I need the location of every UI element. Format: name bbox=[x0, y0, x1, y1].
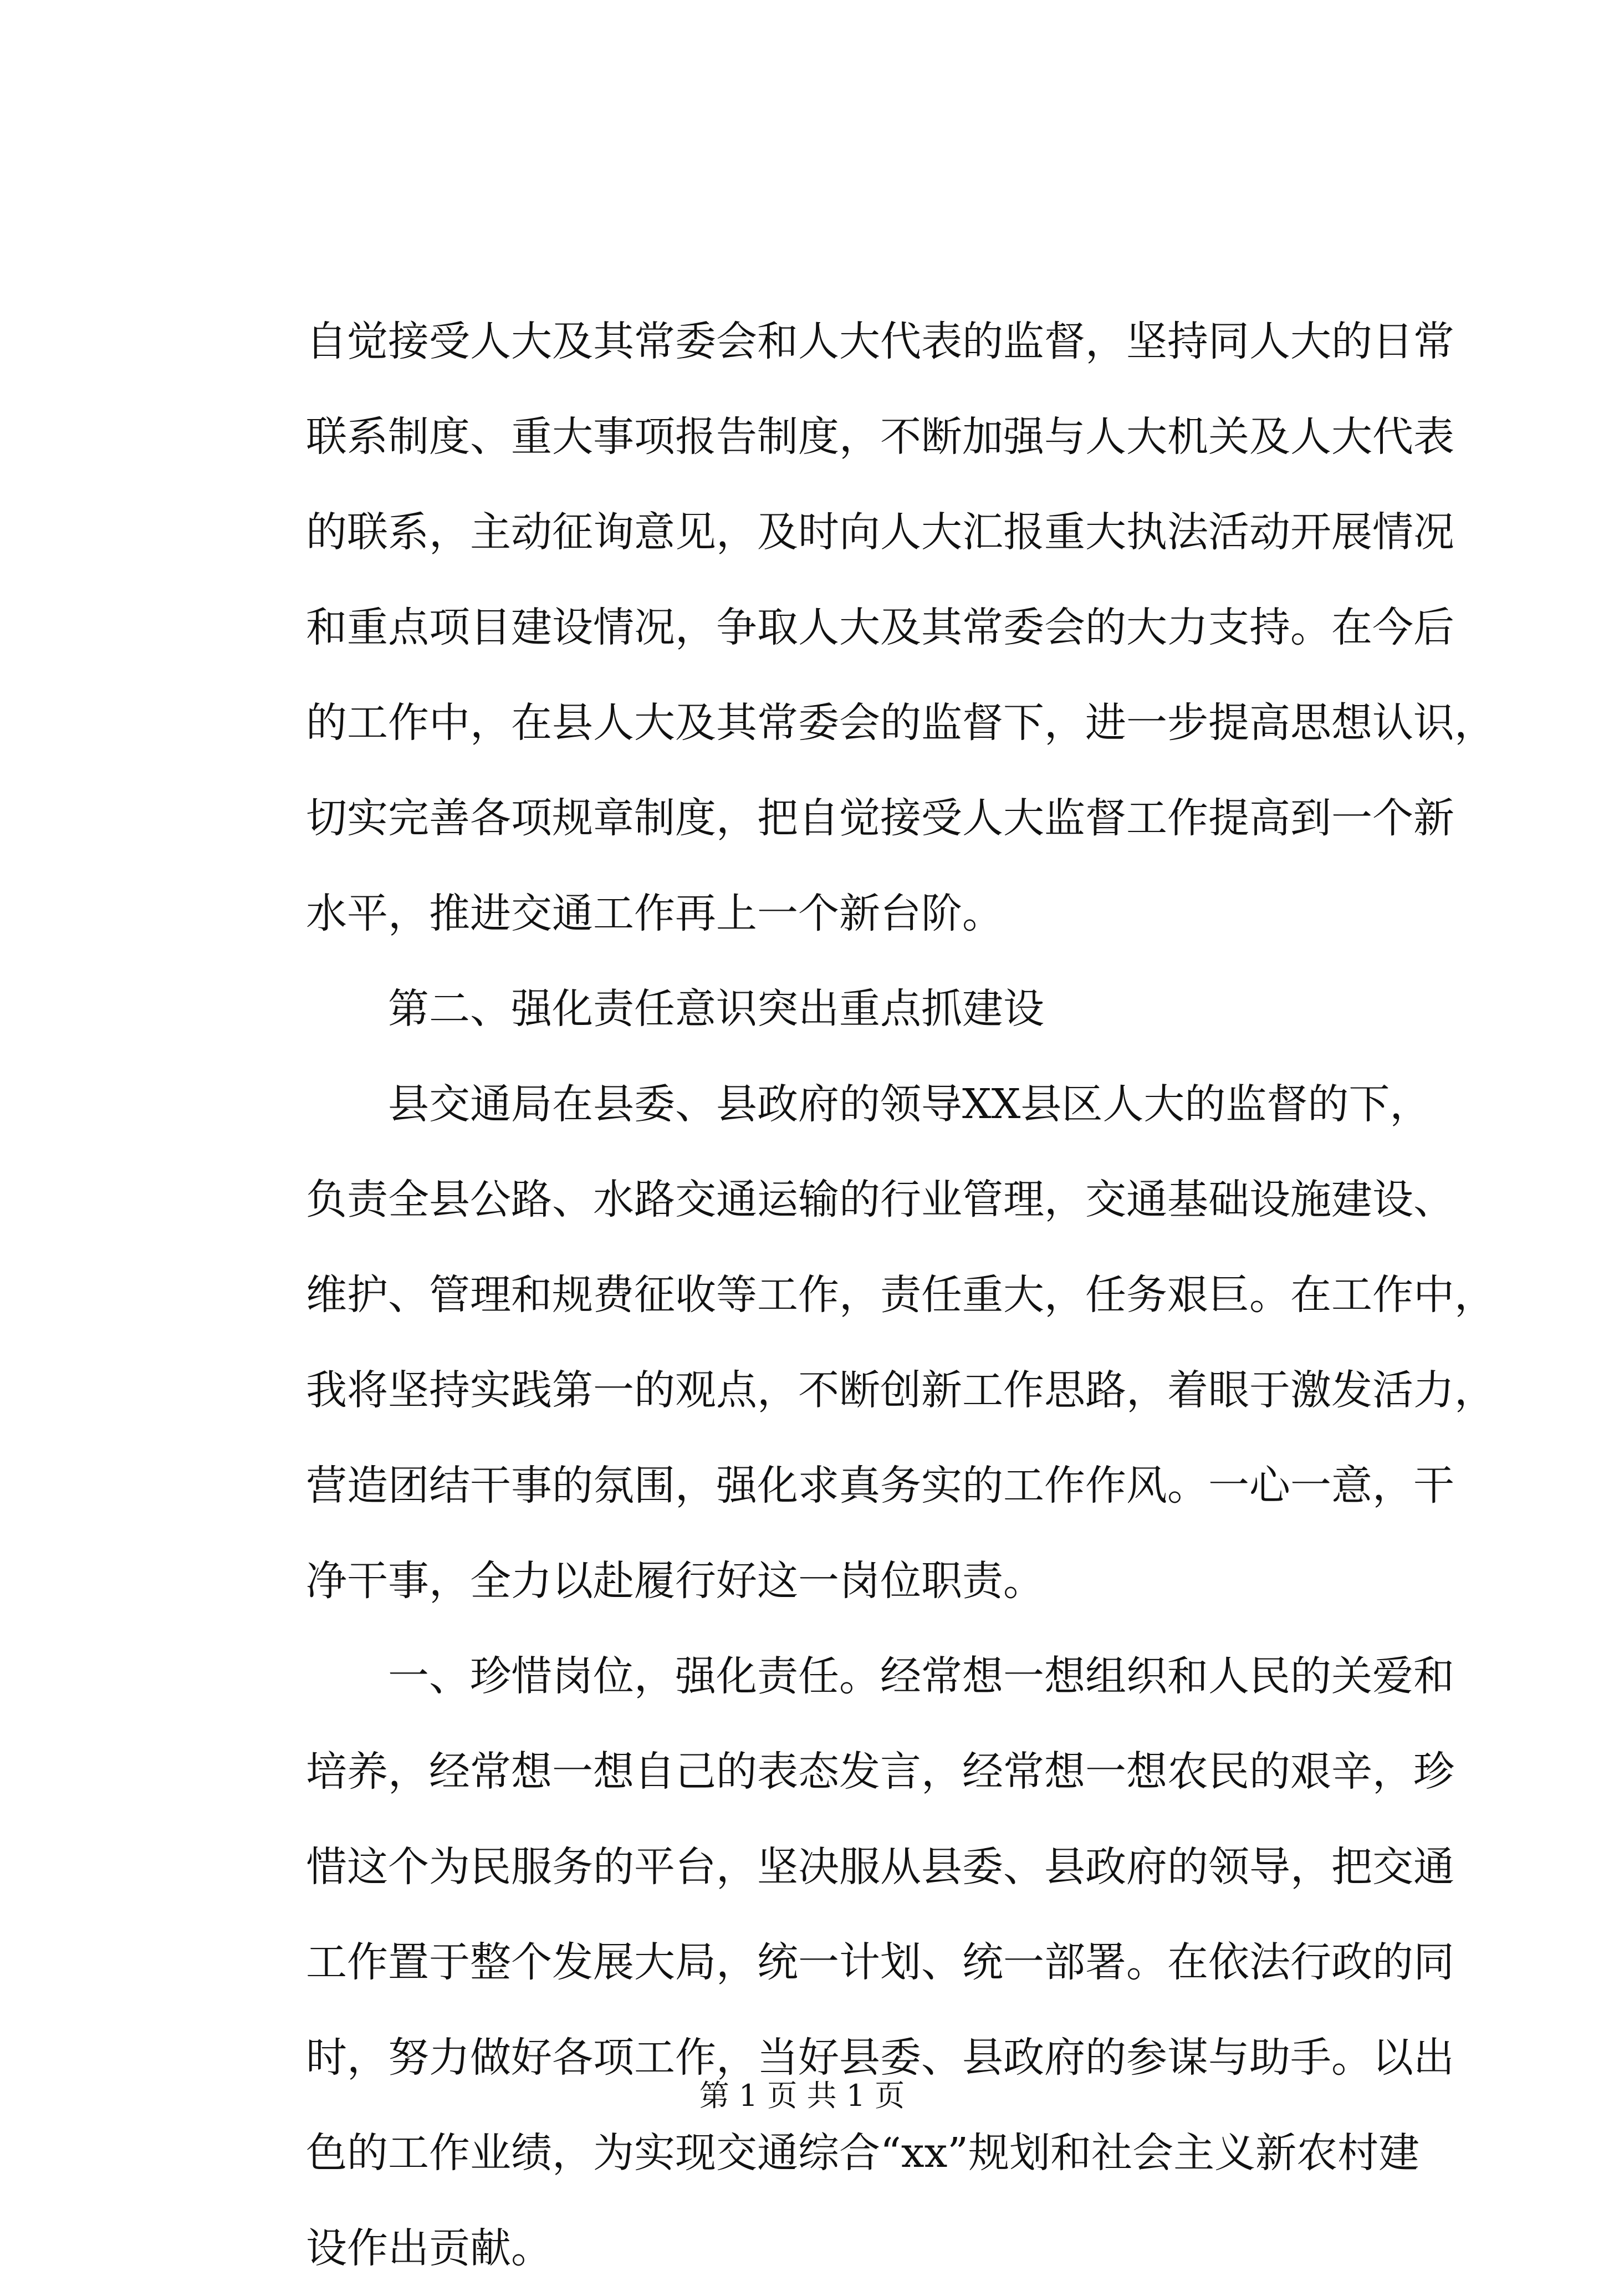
paragraph bbox=[306, 1057, 1495, 1629]
text-line: 的工作中，在县人大及其常委会的监督下，进一步提高思想认识， bbox=[306, 699, 1495, 747]
text-line: 设作出贡献。 bbox=[306, 2224, 552, 2272]
text-line: 水平，推进交通工作再上一个新台阶。 bbox=[306, 890, 1003, 937]
document-body bbox=[306, 294, 1495, 2296]
text-line: 惜这个为民服务的平台，坚决服从县委、县政府的领导，把交通 bbox=[306, 1843, 1454, 1891]
section-heading bbox=[306, 961, 1403, 1057]
text-line: 和重点项目建设情况，争取人大及其常委会的大力支持。在今后 bbox=[306, 604, 1454, 651]
paragraph bbox=[306, 1629, 1454, 2296]
page-footer bbox=[0, 2072, 1604, 2115]
text-line: 色的工作业绩，为实现交通综合“xx”规划和社会主义新农村建 bbox=[306, 2129, 1420, 2177]
text-line: 培养，经常想一想自己的表态发言，经常想一想农民的艰辛，珍 bbox=[306, 1748, 1454, 1795]
text-line: 自觉接受人大及其常委会和人大代表的监督，坚持同人大的日常 bbox=[306, 318, 1454, 365]
text-line: 切实完善各项规章制度，把自觉接受人大监督工作提高到一个新 bbox=[306, 794, 1454, 842]
page-number: 第 1 页 共 1 页 bbox=[699, 2078, 905, 2113]
text-line: 联系制度、重大事项报告制度，不断加强与人大机关及人大代表 bbox=[306, 413, 1454, 461]
text-line: 第二、强化责任意识突出重点抓建设 bbox=[388, 985, 1044, 1033]
text-line: 的联系，主动征询意见，及时向人大汇报重大执法活动开展情况 bbox=[306, 508, 1454, 556]
text-line: 净干事，全力以赴履行好这一岗位职责。 bbox=[306, 1557, 1044, 1605]
paragraph bbox=[306, 294, 1495, 961]
text-line: 我将坚持实践第一的观点，不断创新工作思路，着眼于激发活力， bbox=[306, 1366, 1495, 1414]
text-line: 县交通局在县委、县政府的领导XX县区人大的监督的下， bbox=[388, 1080, 1431, 1128]
text-line: 工作置于整个发展大局，统一计划、统一部署。在依法行政的同 bbox=[306, 1938, 1454, 1986]
text-line: 维护、管理和规费征收等工作，责任重大，任务艰巨。在工作中， bbox=[306, 1271, 1495, 1319]
text-line: 负责全县公路、水路交通运输的行业管理，交通基础设施建设、 bbox=[306, 1176, 1454, 1223]
text-line: 一、珍惜岗位，强化责任。经常想一想组织和人民的关爱和 bbox=[388, 1652, 1454, 1700]
text-line: 营造团结干事的氛围，强化求真务实的工作作风。一心一意，干 bbox=[306, 1462, 1454, 1509]
text-line: 时，努力做好各项工作，当好县委、县政府的参谋与助手。以出 bbox=[306, 2034, 1454, 2081]
